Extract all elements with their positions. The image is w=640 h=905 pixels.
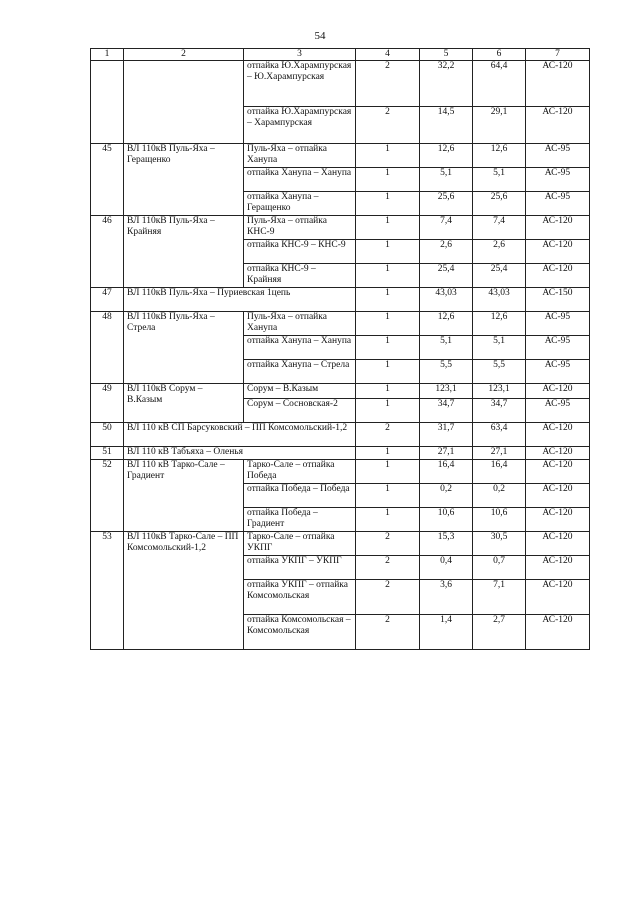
circuits-cell: 1 <box>356 144 420 168</box>
line-name-cell: ВЛ 110кВ Пуль-Яха – Пуриевская 1цепь <box>124 288 356 312</box>
wire-type-cell: АС-120 <box>526 508 590 532</box>
header-cell-4: 4 <box>356 49 420 61</box>
total-length-cell: 123,1 <box>473 384 526 399</box>
length-cell: 25,4 <box>420 264 473 288</box>
circuits-cell: 2 <box>356 61 420 107</box>
wire-type-cell: АС-95 <box>526 399 590 423</box>
line-name-cell: ВЛ 110кВ Пуль-Яха – Стрела <box>124 312 244 384</box>
length-cell: 31,7 <box>420 423 473 447</box>
wire-type-cell: АС-120 <box>526 460 590 484</box>
total-length-cell: 7,4 <box>473 216 526 240</box>
length-cell: 5,5 <box>420 360 473 384</box>
segment-cell: отпайка Ханупа – Геращенко <box>244 192 356 216</box>
line-name-cell <box>124 61 244 144</box>
row-number-cell <box>91 61 124 144</box>
wire-type-cell: АС-120 <box>526 532 590 556</box>
table-row <box>91 61 590 107</box>
header-cell-5: 5 <box>420 49 473 61</box>
wire-type-cell: АС-95 <box>526 336 590 360</box>
segment-cell: отпайка УКПГ – отпайка Комсомольская <box>244 580 356 615</box>
wire-type-cell: АС-120 <box>526 484 590 508</box>
row-number-cell: 47 <box>91 288 124 312</box>
total-length-cell: 5,1 <box>473 336 526 360</box>
row-number-cell: 49 <box>91 384 124 423</box>
circuits-cell: 1 <box>356 312 420 336</box>
length-cell: 34,7 <box>420 399 473 423</box>
wire-type-cell: АС-120 <box>526 264 590 288</box>
total-length-cell: 5,5 <box>473 360 526 384</box>
circuits-cell: 2 <box>356 615 420 650</box>
line-name-cell: ВЛ 110 кВ Табъяха – Оленья <box>124 447 356 460</box>
length-cell: 0,4 <box>420 556 473 580</box>
circuits-cell: 1 <box>356 399 420 423</box>
length-cell: 0,2 <box>420 484 473 508</box>
wire-type-cell: АС-120 <box>526 107 590 144</box>
total-length-cell: 2,6 <box>473 240 526 264</box>
header-cell-1: 1 <box>91 49 124 61</box>
total-length-cell: 2,7 <box>473 615 526 650</box>
total-length-cell: 64,4 <box>473 61 526 107</box>
segment-cell: отпайка Ханупа – Ханупа <box>244 336 356 360</box>
total-length-cell: 5,1 <box>473 168 526 192</box>
segment-cell: отпайка Ханупа – Ханупа <box>244 168 356 192</box>
segment-cell: Пуль-Яха – отпайка Ханупа <box>244 312 356 336</box>
wire-type-cell: АС-120 <box>526 61 590 107</box>
wire-type-cell: АС-120 <box>526 615 590 650</box>
length-cell: 15,3 <box>420 532 473 556</box>
row-number-cell: 45 <box>91 144 124 216</box>
header-cell-3: 3 <box>244 49 356 61</box>
table-row <box>91 532 590 556</box>
length-cell: 27,1 <box>420 447 473 460</box>
header-cell-2: 2 <box>124 49 244 61</box>
segment-cell: отпайка Победа – Градиент <box>244 508 356 532</box>
line-name-cell: ВЛ 110кВ Тарко-Сале – ПП Комсомольский-1,2 <box>124 532 244 650</box>
segment-cell: отпайка УКПГ – УКПГ <box>244 556 356 580</box>
wire-type-cell: АС-120 <box>526 240 590 264</box>
circuits-cell: 1 <box>356 336 420 360</box>
wire-type-cell: АС-120 <box>526 216 590 240</box>
circuits-cell: 2 <box>356 580 420 615</box>
segment-cell: Тарко-Сале – отпайка Победа <box>244 460 356 484</box>
segment-cell: Тарко-Сале – отпайка УКПГ <box>244 532 356 556</box>
wire-type-cell: АС-120 <box>526 556 590 580</box>
table-row <box>91 288 590 312</box>
wire-type-cell: АС-150 <box>526 288 590 312</box>
total-length-cell: 7,1 <box>473 580 526 615</box>
total-length-cell: 0,7 <box>473 556 526 580</box>
circuits-cell: 1 <box>356 288 420 312</box>
length-cell: 5,1 <box>420 168 473 192</box>
length-cell: 12,6 <box>420 144 473 168</box>
length-cell: 7,4 <box>420 216 473 240</box>
table-row <box>91 144 590 168</box>
length-cell: 2,6 <box>420 240 473 264</box>
page-number: 54 <box>314 30 326 42</box>
wire-type-cell: АС-120 <box>526 447 590 460</box>
circuits-cell: 2 <box>356 556 420 580</box>
length-cell: 10,6 <box>420 508 473 532</box>
power-lines-table <box>90 48 590 650</box>
row-number-cell: 52 <box>91 460 124 532</box>
total-length-cell: 29,1 <box>473 107 526 144</box>
circuits-cell: 1 <box>356 484 420 508</box>
segment-cell: отпайка КНС-9 – КНС-9 <box>244 240 356 264</box>
circuits-cell: 2 <box>356 107 420 144</box>
segment-cell: отпайка Победа – Победа <box>244 484 356 508</box>
circuits-cell: 2 <box>356 532 420 556</box>
total-length-cell: 34,7 <box>473 399 526 423</box>
row-number-cell: 51 <box>91 447 124 460</box>
circuits-cell: 2 <box>356 423 420 447</box>
segment-cell: Сорум – Сосновская-2 <box>244 399 356 423</box>
total-length-cell: 63,4 <box>473 423 526 447</box>
segment-cell: Пуль-Яха – отпайка КНС-9 <box>244 216 356 240</box>
wire-type-cell: АС-120 <box>526 580 590 615</box>
total-length-cell: 27,1 <box>473 447 526 460</box>
total-length-cell: 30,5 <box>473 532 526 556</box>
total-length-cell: 16,4 <box>473 460 526 484</box>
length-cell: 16,4 <box>420 460 473 484</box>
length-cell: 123,1 <box>420 384 473 399</box>
length-cell: 12,6 <box>420 312 473 336</box>
header-cell-6: 6 <box>473 49 526 61</box>
line-name-cell: ВЛ 110кВ Сорум – В.Казым <box>124 384 244 423</box>
length-cell: 25,6 <box>420 192 473 216</box>
circuits-cell: 1 <box>356 168 420 192</box>
segment-cell: Пуль-Яха – отпайка Ханупа <box>244 144 356 168</box>
wire-type-cell: АС-120 <box>526 423 590 447</box>
circuits-cell: 1 <box>356 447 420 460</box>
circuits-cell: 1 <box>356 240 420 264</box>
segment-cell: отпайка Ю.Харампурская – Харампурская <box>244 107 356 144</box>
segment-cell: Сорум – В.Казым <box>244 384 356 399</box>
segment-cell: отпайка КНС-9 – Крайняя <box>244 264 356 288</box>
wire-type-cell: АС-95 <box>526 168 590 192</box>
header-row <box>91 49 590 61</box>
row-number-cell: 48 <box>91 312 124 384</box>
wire-type-cell: АС-120 <box>526 384 590 399</box>
wire-type-cell: АС-95 <box>526 192 590 216</box>
length-cell: 32,2 <box>420 61 473 107</box>
table-row <box>91 384 590 399</box>
circuits-cell: 1 <box>356 360 420 384</box>
table-row <box>91 460 590 484</box>
table-row <box>91 447 590 460</box>
circuits-cell: 1 <box>356 216 420 240</box>
total-length-cell: 0,2 <box>473 484 526 508</box>
length-cell: 3,6 <box>420 580 473 615</box>
total-length-cell: 12,6 <box>473 144 526 168</box>
table-row <box>91 216 590 240</box>
circuits-cell: 1 <box>356 264 420 288</box>
length-cell: 1,4 <box>420 615 473 650</box>
circuits-cell: 1 <box>356 508 420 532</box>
table-row <box>91 423 590 447</box>
segment-cell: отпайка Ю.Харампурская – Ю.Харампурская <box>244 61 356 107</box>
segment-cell: отпайка Комсомольская – Комсомольская <box>244 615 356 650</box>
total-length-cell: 10,6 <box>473 508 526 532</box>
wire-type-cell: АС-95 <box>526 312 590 336</box>
row-number-cell: 50 <box>91 423 124 447</box>
circuits-cell: 1 <box>356 192 420 216</box>
total-length-cell: 25,6 <box>473 192 526 216</box>
header-cell-7: 7 <box>526 49 590 61</box>
segment-cell: отпайка Ханупа – Стрела <box>244 360 356 384</box>
total-length-cell: 12,6 <box>473 312 526 336</box>
table-row <box>91 312 590 336</box>
length-cell: 5,1 <box>420 336 473 360</box>
line-name-cell: ВЛ 110 кВ Тарко-Сале – Градиент <box>124 460 244 532</box>
wire-type-cell: АС-95 <box>526 144 590 168</box>
line-name-cell: ВЛ 110кВ Пуль-Яха – Крайняя <box>124 216 244 288</box>
circuits-cell: 1 <box>356 460 420 484</box>
total-length-cell: 43,03 <box>473 288 526 312</box>
row-number-cell: 46 <box>91 216 124 288</box>
row-number-cell: 53 <box>91 532 124 650</box>
line-name-cell: ВЛ 110 кВ СП Барсуковский – ПП Комсомольский-1,2 <box>124 423 356 447</box>
total-length-cell: 25,4 <box>473 264 526 288</box>
length-cell: 43,03 <box>420 288 473 312</box>
line-name-cell: ВЛ 110кВ Пуль-Яха – Геращенко <box>124 144 244 216</box>
wire-type-cell: АС-95 <box>526 360 590 384</box>
length-cell: 14,5 <box>420 107 473 144</box>
circuits-cell: 1 <box>356 384 420 399</box>
